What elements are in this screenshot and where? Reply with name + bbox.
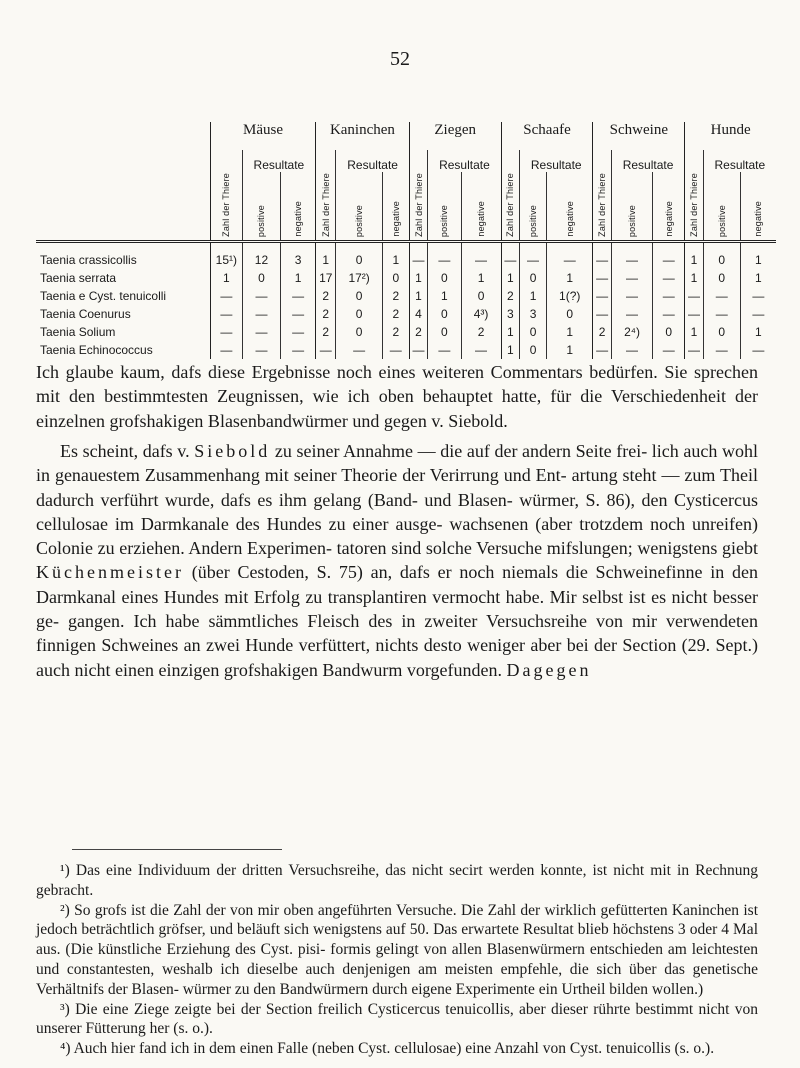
row-label: Taenia crassicollis bbox=[40, 253, 137, 267]
paragraph-1: Ich glaube kaum, dafs diese Ergebnisse noch eines weiteren Commentars bedürfen. Sie sprechen mit den bestimmtesten Zeugnissen, wie ich oben behauptet hatte, für die Verschiedenheit der einzelnen grofshakigen Blasenbandwürmer und gegen v. Siebold. bbox=[36, 362, 758, 431]
table-cell: 2 bbox=[382, 305, 409, 323]
table-cell: — bbox=[242, 287, 280, 305]
p2-text-b: zu seiner Annahme — die auf der andern Seite frei- lich auch wohl in genauestem Zusammenhang mit seiner Theorie der Verirrung und Ent- artung steht — zum Theil dadurch verführt wurde, dafs es ihm gelang (Band- und Blasen- würmer, S. 86), den Cysticercus cellulosae im Darmkanale des Hundes zu einer ausge- wachsenen (aber trotzdem noch unreifen) Colonie zu erziehen. Andern Experimen- tatoren sind solche Versuche mifslungen; wenigstens giebt bbox=[36, 441, 758, 559]
negative-column-header: negative bbox=[390, 201, 401, 237]
table-cell: 1 bbox=[316, 251, 336, 269]
table-cell: 3 bbox=[281, 251, 316, 269]
table-cell: 1 bbox=[382, 251, 409, 269]
table-cell: 0 bbox=[336, 305, 382, 323]
table-cell: — bbox=[242, 305, 280, 323]
table-cell: 17²) bbox=[336, 269, 382, 287]
table-cell: — bbox=[281, 287, 316, 305]
table-cell: 0 bbox=[547, 305, 593, 323]
table-cell: 0 bbox=[520, 269, 547, 287]
table-cell: — bbox=[593, 305, 611, 323]
table-cell: — bbox=[653, 251, 685, 269]
table-cell: 0 bbox=[428, 305, 461, 323]
table-cell: 0 bbox=[703, 251, 740, 269]
table-cell: — bbox=[242, 323, 280, 341]
author-siebold: Siebold bbox=[194, 441, 271, 461]
table-cell: 1 bbox=[409, 287, 427, 305]
table-cell: — bbox=[593, 287, 611, 305]
count-column-header: Zahl der Thiere bbox=[413, 173, 424, 237]
positive-column-header: positive bbox=[439, 204, 450, 237]
table-cell: — bbox=[211, 305, 243, 323]
table-cell: — bbox=[653, 287, 685, 305]
negative-column-header: negative bbox=[476, 201, 487, 237]
table-cell: 1 bbox=[685, 251, 703, 269]
table-cell: 2 bbox=[593, 323, 611, 341]
table-cell: — bbox=[703, 341, 740, 359]
table-cell: — bbox=[316, 341, 336, 359]
table-cell: — bbox=[211, 323, 243, 341]
table-cell: — bbox=[336, 341, 382, 359]
word-dagegen: Dagegen bbox=[506, 659, 592, 680]
table-cell: — bbox=[409, 251, 427, 269]
table-cell: — bbox=[428, 251, 461, 269]
count-col-top bbox=[211, 150, 243, 172]
table-cell: — bbox=[611, 269, 652, 287]
table-cell: 0 bbox=[428, 323, 461, 341]
table-cell: 12 bbox=[242, 251, 280, 269]
table-cell: — bbox=[685, 287, 703, 305]
table-cell: — bbox=[740, 287, 776, 305]
table-cell: — bbox=[593, 341, 611, 359]
table-row bbox=[36, 305, 776, 323]
table-cell: 2 bbox=[409, 323, 427, 341]
positive-column-header: positive bbox=[528, 204, 539, 237]
table-cell: 0 bbox=[653, 323, 685, 341]
table-row bbox=[36, 287, 776, 305]
table-row bbox=[36, 251, 776, 269]
table-cell: 0 bbox=[336, 287, 382, 305]
table-cell: 1 bbox=[211, 269, 243, 287]
count-column-header: Zahl der Thiere bbox=[597, 173, 608, 237]
table-cell: — bbox=[685, 341, 703, 359]
table-cell: 1 bbox=[547, 341, 593, 359]
table-cell: — bbox=[281, 323, 316, 341]
group-header: Hunde bbox=[685, 122, 776, 150]
table-cell: 0 bbox=[520, 323, 547, 341]
positive-column-header: positive bbox=[354, 204, 365, 237]
footnote-3: ³) Die eine Ziege zeigte bei der Section freilich Cysticercus tenuicollis, aber dieser rührte bestimmt nicht von unserer Fütterung her (s. o.). bbox=[36, 1000, 758, 1038]
footnote-4: ⁴) Auch hier fand ich in dem einen Falle (neben Cyst. cellulosae) eine Anzahl von Cyst. tenuicollis (s. o.). bbox=[60, 1040, 715, 1058]
count-column-header: Zahl der Thiere bbox=[505, 173, 516, 237]
p2-text-c: (über Cestoden, S. 75) an, dafs er noch niemals die Schweinefinne in den Darmkanal eines Hundes mit Erfolg zu transplantiren vermocht habe. Mir selbst ist es nicht besser ge- gangen. Ich habe sämmtliches Fleisch des in zweiter Versuchsreihe von mir verwendeten finnigen Schweines an zwei Hunde verfüttert, nichts desto weniger aber bei der Section (29. Sept.) auch nicht einen einzigen grofshakigen Bandwurm vorgefunden. bbox=[36, 562, 758, 680]
row-label: Taenia Echinococcus bbox=[40, 343, 153, 357]
table-cell: 2⁴) bbox=[611, 323, 652, 341]
table-cell: 2 bbox=[316, 287, 336, 305]
table-cell: — bbox=[611, 287, 652, 305]
author-kuechenmeister: Küchenmeister bbox=[36, 562, 184, 583]
positive-column-header: positive bbox=[716, 204, 727, 237]
table-cell: 1 bbox=[281, 269, 316, 287]
table-cell: — bbox=[461, 341, 501, 359]
table-row bbox=[36, 269, 776, 287]
group-header: Schaafe bbox=[501, 122, 593, 150]
table-cell: — bbox=[593, 251, 611, 269]
table-cell: — bbox=[740, 305, 776, 323]
group-header: Schweine bbox=[593, 122, 685, 150]
table-cell: — bbox=[653, 305, 685, 323]
table-cell: — bbox=[281, 341, 316, 359]
negative-column-header: negative bbox=[753, 201, 764, 237]
table-cell: — bbox=[211, 341, 243, 359]
table-cell: 0 bbox=[703, 269, 740, 287]
table-cell: — bbox=[685, 305, 703, 323]
table-cell: — bbox=[409, 341, 427, 359]
table-cell: 1 bbox=[547, 269, 593, 287]
table-cell: 1 bbox=[461, 269, 501, 287]
results-subheader: Resultate bbox=[611, 150, 684, 172]
count-column-header: Zahl der Thiere bbox=[221, 173, 232, 237]
results-subheader: Resultate bbox=[242, 150, 315, 172]
table-cell: — bbox=[242, 341, 280, 359]
table-cell: 0 bbox=[336, 323, 382, 341]
footnote-1: ¹) Das eine Individuum der dritten Versuchsreihe, das nicht secirt werden konnte, ist nicht mit in Rechnung gebracht. bbox=[36, 862, 758, 899]
table-cell: 4³) bbox=[461, 305, 501, 323]
row-label: Taenia Coenurus bbox=[40, 307, 131, 321]
footnote-rule bbox=[72, 849, 282, 850]
table-cell: — bbox=[703, 305, 740, 323]
table-cell: 2 bbox=[382, 323, 409, 341]
table-cell: — bbox=[461, 251, 501, 269]
table-cell: 17 bbox=[316, 269, 336, 287]
table-cell: 2 bbox=[382, 287, 409, 305]
row-label: Taenia e Cyst. tenuicolli bbox=[40, 289, 167, 303]
table-cell: 1 bbox=[547, 323, 593, 341]
count-column-header: Zahl der Thiere bbox=[688, 173, 699, 237]
table-cell: 2 bbox=[461, 323, 501, 341]
group-header: Mäuse bbox=[211, 122, 316, 150]
table-cell: 0 bbox=[461, 287, 501, 305]
group-header: Kaninchen bbox=[316, 122, 410, 150]
table-cell: 1 bbox=[740, 269, 776, 287]
table-cell: — bbox=[428, 341, 461, 359]
results-subheader: Resultate bbox=[520, 150, 593, 172]
table-cell: — bbox=[211, 287, 243, 305]
positive-column-header: positive bbox=[627, 204, 638, 237]
page-number: 52 bbox=[390, 48, 410, 70]
table-cell: 0 bbox=[703, 323, 740, 341]
count-col-top bbox=[316, 150, 336, 172]
table-cell: 1(?) bbox=[547, 287, 593, 305]
table-cell: 2 bbox=[316, 305, 336, 323]
table-cell: — bbox=[653, 341, 685, 359]
footnote-2: ²) So grofs ist die Zahl der von mir oben angeführten Versuche. Die Zahl der wirklich gefütterten Kaninchen ist jedoch beträchtlich gröfser, und beläuft sich wenigstens auf 50. Das erwartete Resultat blieb höchstens 3 oder 4 Mal aus. (Die künstliche Erziehung des Cyst. pisi- formis gelingt von allen Blasenwürmern entschieden am leichtesten und constantesten, weshalb ich dieselbe auch denjenigen am meisten empfehle, die sich über das genetische Verhältnifs der Blasen- würmer zu den Bandwürmern durch eigene Experimente ein Urtheil bilden wollen.) bbox=[36, 901, 758, 998]
table-cell: 0 bbox=[382, 269, 409, 287]
negative-column-header: negative bbox=[564, 201, 575, 237]
table-cell: 1 bbox=[740, 251, 776, 269]
results-subheader: Resultate bbox=[336, 150, 409, 172]
table-cell: 0 bbox=[520, 341, 547, 359]
table-cell: 1 bbox=[520, 287, 547, 305]
table-cell: 3 bbox=[501, 305, 519, 323]
table-row bbox=[36, 341, 776, 359]
positive-column-header: positive bbox=[256, 204, 267, 237]
table-cell: 1 bbox=[501, 341, 519, 359]
table-cell: 3 bbox=[520, 305, 547, 323]
table-cell: — bbox=[740, 341, 776, 359]
table-cell: 2 bbox=[316, 323, 336, 341]
table-cell: 1 bbox=[501, 269, 519, 287]
count-column-header: Zahl der Thiere bbox=[320, 173, 331, 237]
table-cell: — bbox=[501, 251, 519, 269]
results-subheader: Resultate bbox=[428, 150, 501, 172]
p2-text-a: Es scheint, dafs v. bbox=[60, 441, 190, 461]
table-cell: 0 bbox=[242, 269, 280, 287]
table-cell: — bbox=[653, 269, 685, 287]
group-header: Ziegen bbox=[409, 122, 501, 150]
results-table bbox=[36, 122, 776, 359]
footnotes bbox=[36, 861, 758, 1059]
table-cell: 1 bbox=[428, 287, 461, 305]
table-cell: — bbox=[520, 251, 547, 269]
count-col-top bbox=[409, 150, 427, 172]
table-cell: 15¹) bbox=[211, 251, 243, 269]
row-label: Taenia serrata bbox=[40, 271, 117, 285]
table-cell: 1 bbox=[685, 269, 703, 287]
table-cell: — bbox=[611, 341, 652, 359]
table-cell: — bbox=[611, 305, 652, 323]
count-col-top bbox=[685, 150, 703, 172]
table-cell: 0 bbox=[336, 251, 382, 269]
results-subheader: Resultate bbox=[703, 150, 776, 172]
table-cell: 1 bbox=[409, 269, 427, 287]
negative-column-header: negative bbox=[663, 201, 674, 237]
count-col-top bbox=[501, 150, 519, 172]
paragraph-2 bbox=[36, 439, 758, 682]
table-cell: 1 bbox=[685, 323, 703, 341]
negative-column-header: negative bbox=[293, 201, 304, 237]
table-cell: — bbox=[593, 269, 611, 287]
row-label: Taenia Solium bbox=[40, 325, 116, 339]
table-cell: 2 bbox=[501, 287, 519, 305]
table-cell: 1 bbox=[740, 323, 776, 341]
table-cell: — bbox=[547, 251, 593, 269]
table-cell: 4 bbox=[409, 305, 427, 323]
table-cell: — bbox=[703, 287, 740, 305]
table-cell: 1 bbox=[501, 323, 519, 341]
table-cell: — bbox=[611, 251, 652, 269]
table-cell: — bbox=[281, 305, 316, 323]
table-row bbox=[36, 323, 776, 341]
table-cell: 0 bbox=[428, 269, 461, 287]
count-col-top bbox=[593, 150, 611, 172]
table-cell: — bbox=[382, 341, 409, 359]
